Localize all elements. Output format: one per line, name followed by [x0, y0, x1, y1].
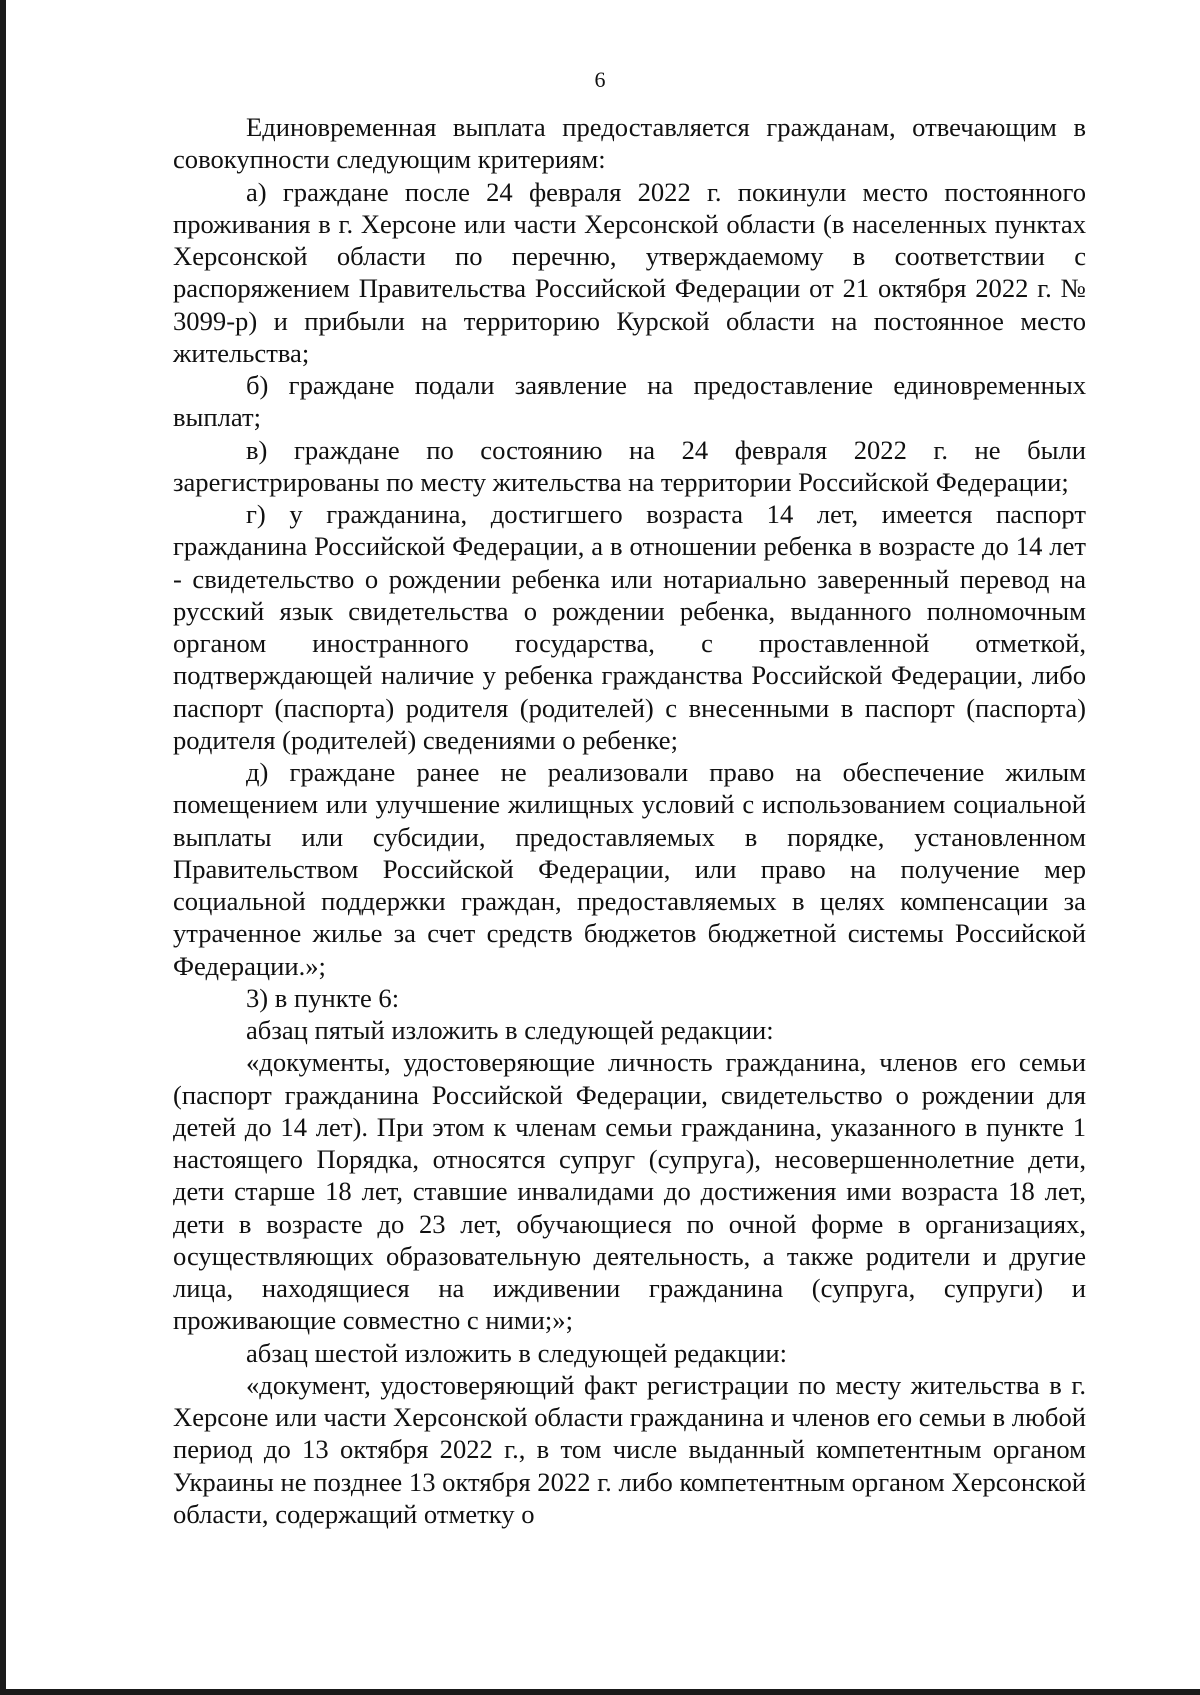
paragraph-intro: Единовременная выплата предоставляется гражданам, отвечающим в совокупности следующим критериям:: [173, 112, 1086, 175]
document-body: [173, 111, 1086, 1530]
paragraph-documents-identity: «документы, удостоверяющие личность гражданина, членов его семьи (паспорт гражданина Российской Федерации, свидетельство о рождении для детей до 14 лет). При этом к членам семьи гражданина, указанного в пункте 1 настоящего Порядка, относятся супруг (супруга), несовершеннолетние дети, дети старше 18 лет, ставшие инвалидами до достижения ими возраста 18 лет, дети в возрасте до 23 лет, обучающиеся по очной форме в организациях, осуществляющих образовательную деятельность, а также родители и другие лица, находящиеся на иждивении гражданина (супруга, супруги) и проживающие совместно с ними;»;: [173, 1047, 1086, 1336]
page-number: 6: [594, 67, 606, 92]
paragraph-item-d: д) граждане ранее не реализовали право на обеспечение жилым помещением или улучшение жилищных условий с использованием социальной выплаты или субсидии, предоставляемых в порядке, установленном Правительством Российской Федерации, или право на получение мер социальной поддержки граждан, предоставляемых в целях компенсации за утраченное жилье за счет средств бюджетов бюджетной системы Российской Федерации.»;: [173, 757, 1086, 981]
paragraph-fifth-paragraph-note: абзац пятый изложить в следующей редакции:: [246, 1015, 774, 1045]
paragraph-item-v: в) граждане по состоянию на 24 февраля 2022 г. не были зарегистрированы по месту жительства на территории Российской Федерации;: [173, 434, 1086, 497]
paragraph-point-3: 3) в пункте 6:: [246, 982, 400, 1013]
scan-edge-left: [0, 0, 6, 1695]
paragraph-item-a: а) граждане после 24 февраля 2022 г. покинули место постоянного проживания в г. Херсоне или части Херсонской области (в населенных пунктах Херсонской области по перечню, утверждаемому в соответствии с распоряжением Правительства Российской Федерации от 21 октября 2022 г. № 3099-р) и прибыли на территорию Курской области на постоянное место жительства;: [173, 176, 1086, 368]
paragraph-item-g: г) у гражданина, достигшего возраста 14 лет, имеется паспорт гражданина Российской Федерации, а в отношении ребенка в возрасте до 14 лет - свидетельство о рождении ребенка или нотариально заверенный перевод на русский язык свидетельства о рождении ребенка, выданного полномочным органом иностранного государства, с проставленной отметкой, подтверждающей наличие у ребенка гражданства Российской Федерации, либо паспорт (паспорта) родителя (родителей) с внесенными в паспорт (паспорта) родителя (родителей) сведениями о ребенке;: [173, 499, 1086, 755]
paragraph-registration-document: «документ, удостоверяющий факт регистрации по месту жительства в г. Херсоне или части Херсонской области гражданина и членов его семьи в любой период до 13 октября 2022 г., в том числе выданный компетентным органом Украины не позднее 13 октября 2022 г. либо компетентным органом Херсонской области, содержащий отметку о: [173, 1369, 1086, 1529]
paragraph-sixth-paragraph-note: абзац шестой изложить в следующей редакции:: [246, 1337, 788, 1368]
paragraph-item-b: б) граждане подали заявление на предоставление единовременных выплат;: [173, 370, 1086, 433]
scan-edge-bottom: [0, 1689, 1200, 1695]
